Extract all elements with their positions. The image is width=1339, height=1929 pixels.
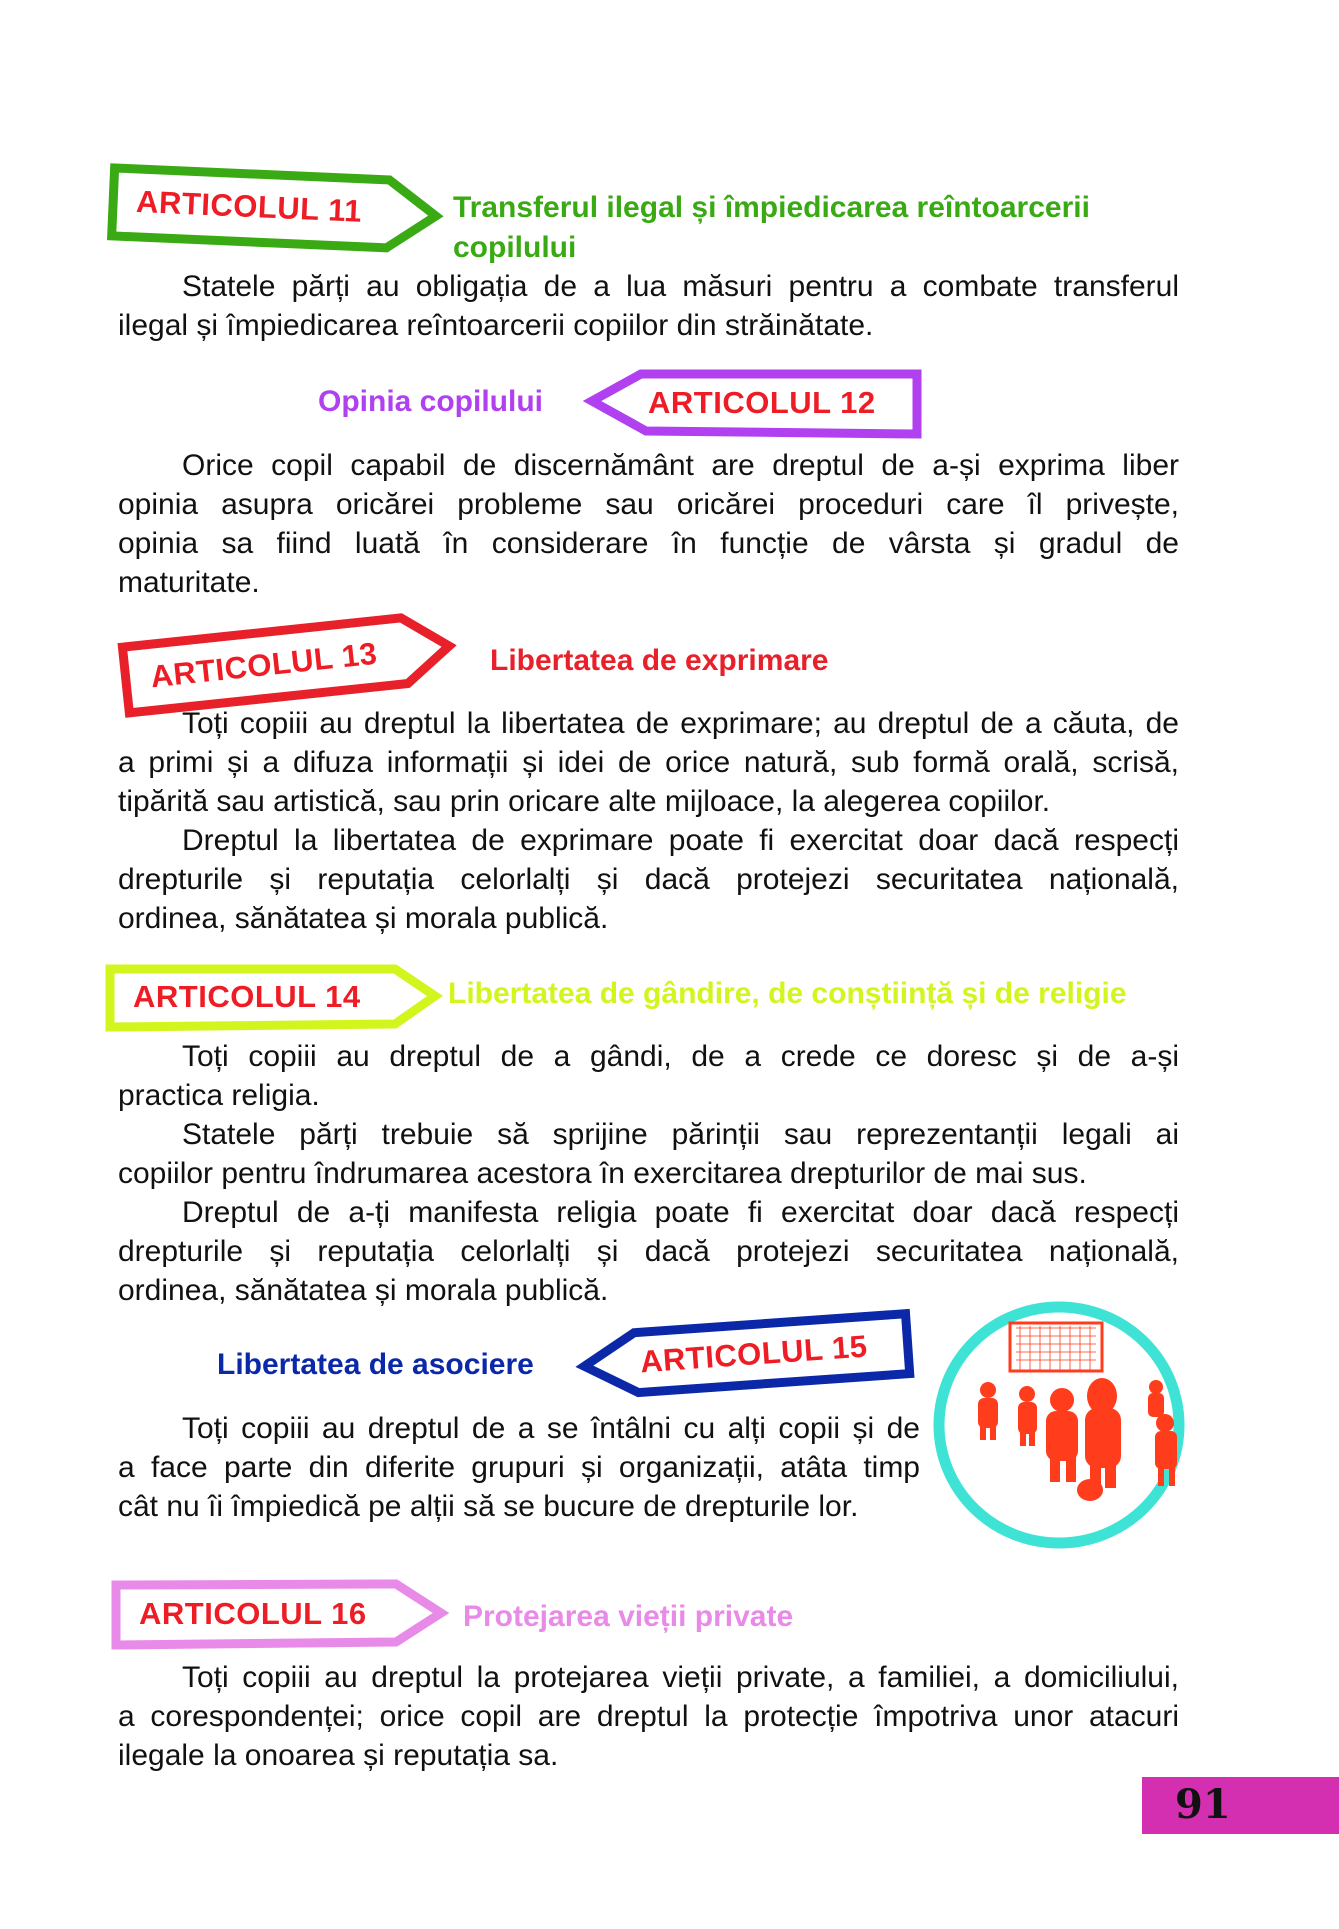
- article-label: ARTICOLUL 13: [148, 635, 379, 695]
- article-12-title: Opinia copilului: [318, 385, 543, 418]
- text-line: opinia sa fiind luată în considerare în funcție de vârsta și gradul de: [118, 527, 1179, 560]
- text-line: drepturile și reputația celorlalți și dacă protejezi securitatea națională,: [118, 1235, 1179, 1268]
- title-line: Transferul ilegal și împiedicarea reîntoarcerii: [453, 191, 1090, 224]
- text-line: opinia asupra oricărei probleme sau oricărei proceduri care îl privește,: [118, 488, 1179, 521]
- article-14-text: [118, 1037, 1179, 1310]
- children-playing-football-illustration: [930, 1296, 1188, 1554]
- text-line: cât nu îi împiedică pe alții să se bucure de drepturile lor.: [118, 1490, 859, 1523]
- article-12-badge: [586, 369, 922, 439]
- article-13-text: [118, 704, 1179, 938]
- article-16-badge: [111, 1580, 446, 1650]
- text-line: Statele părți au obligația de a lua măsuri pentru a combate transferul: [182, 270, 1179, 303]
- text-line: Toți copiii au dreptul la libertatea de exprimare; au dreptul de a căuta, de: [182, 707, 1179, 740]
- text-line: a primi și a difuza informații și idei de orice natură, sub formă orală, scrisă,: [118, 746, 1179, 779]
- article-13-title: Libertatea de exprimare: [490, 644, 829, 677]
- article-label: ARTICOLUL 11: [135, 183, 363, 229]
- article-16-title: Protejarea vieții private: [463, 1600, 794, 1633]
- text-line: Dreptul la libertatea de exprimare poate fi exercitat doar dacă respecți: [182, 824, 1179, 857]
- article-14-badge: [105, 964, 440, 1032]
- text-line: Dreptul de a-ți manifesta religia poate fi exercitat doar dacă respecți: [182, 1196, 1179, 1229]
- text-line: copiilor pentru îndrumarea acestora în exercitarea drepturilor de mai sus.: [118, 1157, 1087, 1190]
- text-line: a face parte din diferite grupuri și organizații, atâta timp: [118, 1451, 920, 1484]
- article-11-badge: [106, 163, 444, 256]
- article-label: ARTICOLUL 15: [639, 1328, 869, 1380]
- article-label: ARTICOLUL 16: [139, 1596, 367, 1631]
- text-line: a corespondenței; orice copil are dreptul la protecție împotriva unor atacuri: [118, 1700, 1179, 1733]
- text-line: maturitate.: [118, 566, 260, 599]
- text-line: Toți copiii au dreptul de a gândi, de a crede ce doresc și de a-și: [182, 1040, 1179, 1073]
- article-13-badge: [117, 608, 458, 719]
- text-line: tipărită sau artistică, sau prin oricare alte mijloace, la alegerea copiilor.: [118, 785, 1051, 818]
- text-line: ilegal și împiedicarea reîntoarcerii copiilor din străinătate.: [118, 309, 874, 342]
- article-15-title: Libertatea de asociere: [217, 1348, 534, 1381]
- page-number-box: [1142, 1777, 1339, 1834]
- article-15-badge: [576, 1308, 915, 1401]
- article-15-text: [118, 1409, 920, 1526]
- article-label: ARTICOLUL 14: [133, 979, 361, 1014]
- article-14-title: Libertatea de gândire, de conștiință și de religie: [448, 977, 1127, 1010]
- article-label: ARTICOLUL 12: [648, 385, 876, 420]
- text-line: practica religia.: [118, 1079, 320, 1112]
- article-16-text: [118, 1658, 1179, 1775]
- article-11-title: [453, 188, 1090, 268]
- page-number: 91: [1175, 1781, 1231, 1828]
- text-line: ilegale la onoarea și reputația sa.: [118, 1739, 559, 1772]
- article-11-text: [118, 267, 1179, 345]
- text-line: Statele părți trebuie să sprijine părinții sau reprezentanții legali ai: [182, 1118, 1179, 1151]
- ball-icon: [1077, 1479, 1103, 1501]
- text-line: drepturile și reputația celorlalți și dacă protejezi securitatea națională,: [118, 863, 1179, 896]
- article-12-text: [118, 446, 1179, 602]
- text-line: Orice copil capabil de discernământ are dreptul de a-și exprima liber: [182, 449, 1179, 482]
- title-line: copilului: [453, 231, 577, 264]
- text-line: Toți copiii au dreptul de a se întâlni cu alți copii și de: [182, 1412, 920, 1445]
- text-line: Toți copiii au dreptul la protejarea vieții private, a familiei, a domiciliului,: [182, 1661, 1179, 1694]
- text-line: ordinea, sănătatea și morala publică.: [118, 902, 609, 935]
- text-line: ordinea, sănătatea și morala publică.: [118, 1274, 609, 1307]
